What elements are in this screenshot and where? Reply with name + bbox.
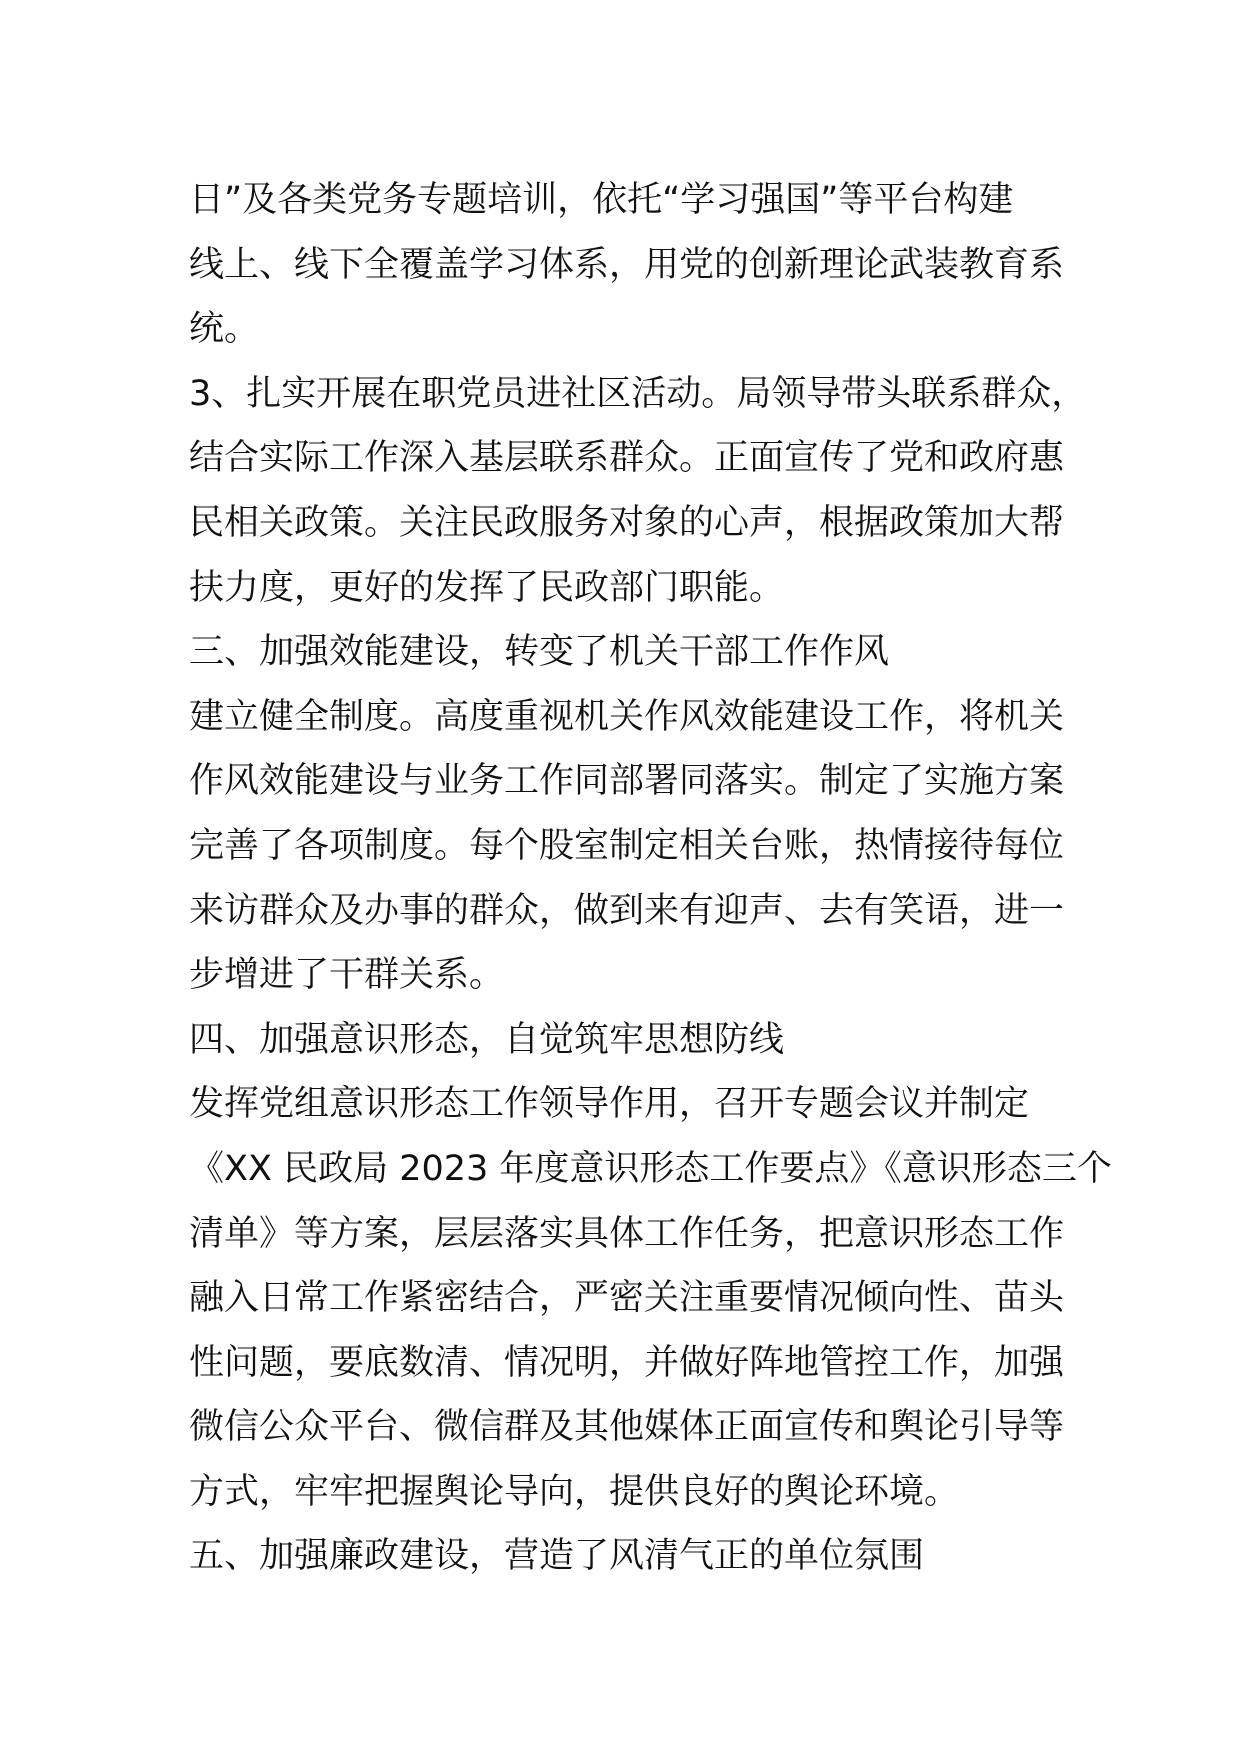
text-line: 作风效能建设与业务工作同部署同落实。制定了实施方案: [189, 761, 1065, 802]
text-line: 建立健全制度。高度重视机关作风效能建设工作，将机关: [189, 696, 1065, 737]
text-line: 日”及各类党务专题培训，依托“学习强国”等平台构建: [189, 180, 1014, 220]
text-line: 发挥党组意识形态工作领导作用，召开专题会议并制定: [189, 1084, 1030, 1125]
document-body: [189, 168, 1112, 1589]
text-line: 线上、线下全覆盖学习体系，用党的创新理论武装教育系: [189, 244, 1065, 285]
section-heading: 五、加强廉政建设，营造了风清气正的单位氛围: [189, 1536, 925, 1577]
text-line: 方式，牢牢把握舆论导向，提供良好的舆论环境。: [189, 1471, 960, 1512]
text-line: 《XX 民政局 2023 年度意识形态工作要点》《意识形态三个: [189, 1148, 1112, 1189]
text-line: 来访群众及办事的群众，做到来有迎声、去有笑语，进一: [189, 890, 1065, 931]
text-line: 结合实际工作深入基层联系群众。正面宣传了党和政府惠: [189, 438, 1065, 479]
text-line: 统。: [189, 309, 260, 350]
section-heading: 三、加强效能建设，转变了机关干部工作作风: [189, 632, 890, 673]
text-line: 3、扎实开展在职党员进社区活动。局领导带头联系群众，: [189, 373, 1087, 414]
text-line: 步增进了干群关系。: [189, 955, 505, 996]
text-line: 完善了各项制度。每个股室制定相关台账，热情接待每位: [189, 825, 1065, 866]
text-line: 民相关政策。关注民政服务对象的心声，根据政策加大帮: [189, 502, 1065, 543]
text-line: 性问题，要底数清、情况明，并做好阵地管控工作，加强: [189, 1342, 1065, 1383]
text-line: 微信公众平台、微信群及其他媒体正面宣传和舆论引导等: [189, 1407, 1065, 1448]
section-heading: 四、加强意识形态，自觉筑牢思想防线: [189, 1019, 785, 1060]
text-line: 清单》等方案，层层落实具体工作任务，把意识形态工作: [189, 1213, 1065, 1254]
text-line: 扶力度，更好的发挥了民政部门职能。: [189, 567, 785, 608]
text-line: 融入日常工作紧密结合，严密关注重要情况倾向性、苗头: [189, 1278, 1065, 1319]
